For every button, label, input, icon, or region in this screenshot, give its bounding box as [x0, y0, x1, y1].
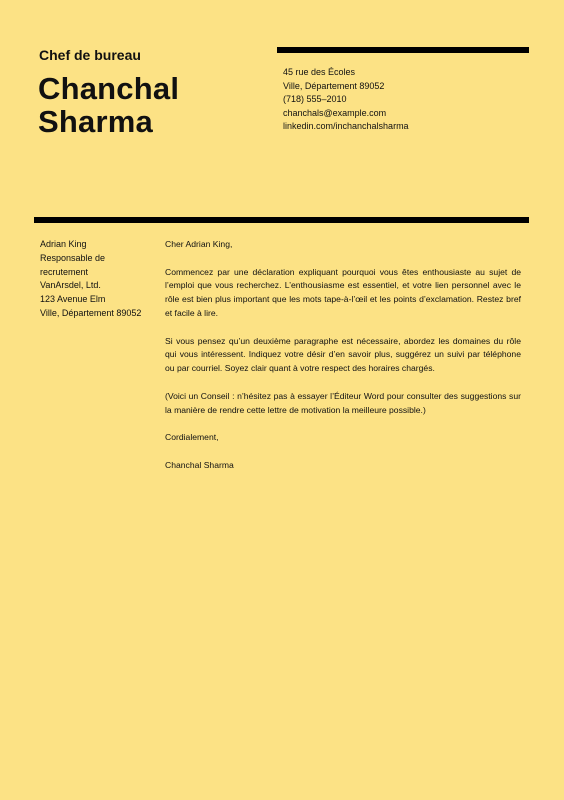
contact-info [283, 66, 409, 134]
letter-paragraph-3: (Voici un Conseil : n’hésitez pas à essayer l’Éditeur Word pour consulter des suggestions sur la manière de rendre cette lettre de motivation la meilleure possible.) [165, 390, 521, 415]
last-name: Sharma [38, 104, 153, 139]
applicant-name [38, 72, 179, 138]
recipient-title-line1: Responsable de [40, 252, 106, 263]
recipient-title-line2: recrutement [40, 266, 89, 277]
job-title: Chef de bureau [39, 47, 141, 63]
contact-city: Ville, Département 89052 [283, 80, 385, 91]
recipient-company: VanArsdel, Ltd. [40, 280, 101, 291]
letter-paragraph-1: Commencez par une déclaration expliquant pourquoi vous êtes enthousiaste au sujet de l’emploi que vous recherchez. L’enthousiasme est essentiel, et votre lien personnel avec le rôle est bien plus important que les mots tape-à-l’œil et les points d’exclamation. Restez bref et facile à lire. [165, 266, 521, 318]
letter-closing: Cordialement, [165, 432, 219, 443]
letter-greeting: Cher Adrian King, [165, 239, 233, 249]
contact-address: 45 rue des Écoles [283, 67, 356, 77]
letter-body [165, 238, 521, 486]
first-name: Chanchal [38, 71, 180, 106]
recipient-city: Ville, Département 89052 [40, 307, 142, 318]
recipient-block [40, 238, 155, 321]
header-divider [277, 47, 529, 53]
contact-phone: (718) 555–2010 [283, 94, 347, 105]
contact-linkedin: linkedin.com/inchanchalsharma [283, 121, 409, 132]
section-divider [34, 217, 529, 223]
recipient-street: 123 Avenue Elm [40, 294, 106, 305]
recipient-name: Adrian King [40, 239, 87, 249]
contact-email: chanchals@example.com [283, 107, 387, 118]
letter-signature: Chanchal Sharma [165, 459, 234, 470]
letter-paragraph-2: Si vous pensez qu’un deuxième paragraphe est nécessaire, abordez les domaines du rôle qui vous intéressent. Indiquez votre désir d’en savoir plus, suggérez un suivi par téléphone ou par courriel. Soyez clair quant à votre respect des horaires chargés. [165, 335, 521, 374]
